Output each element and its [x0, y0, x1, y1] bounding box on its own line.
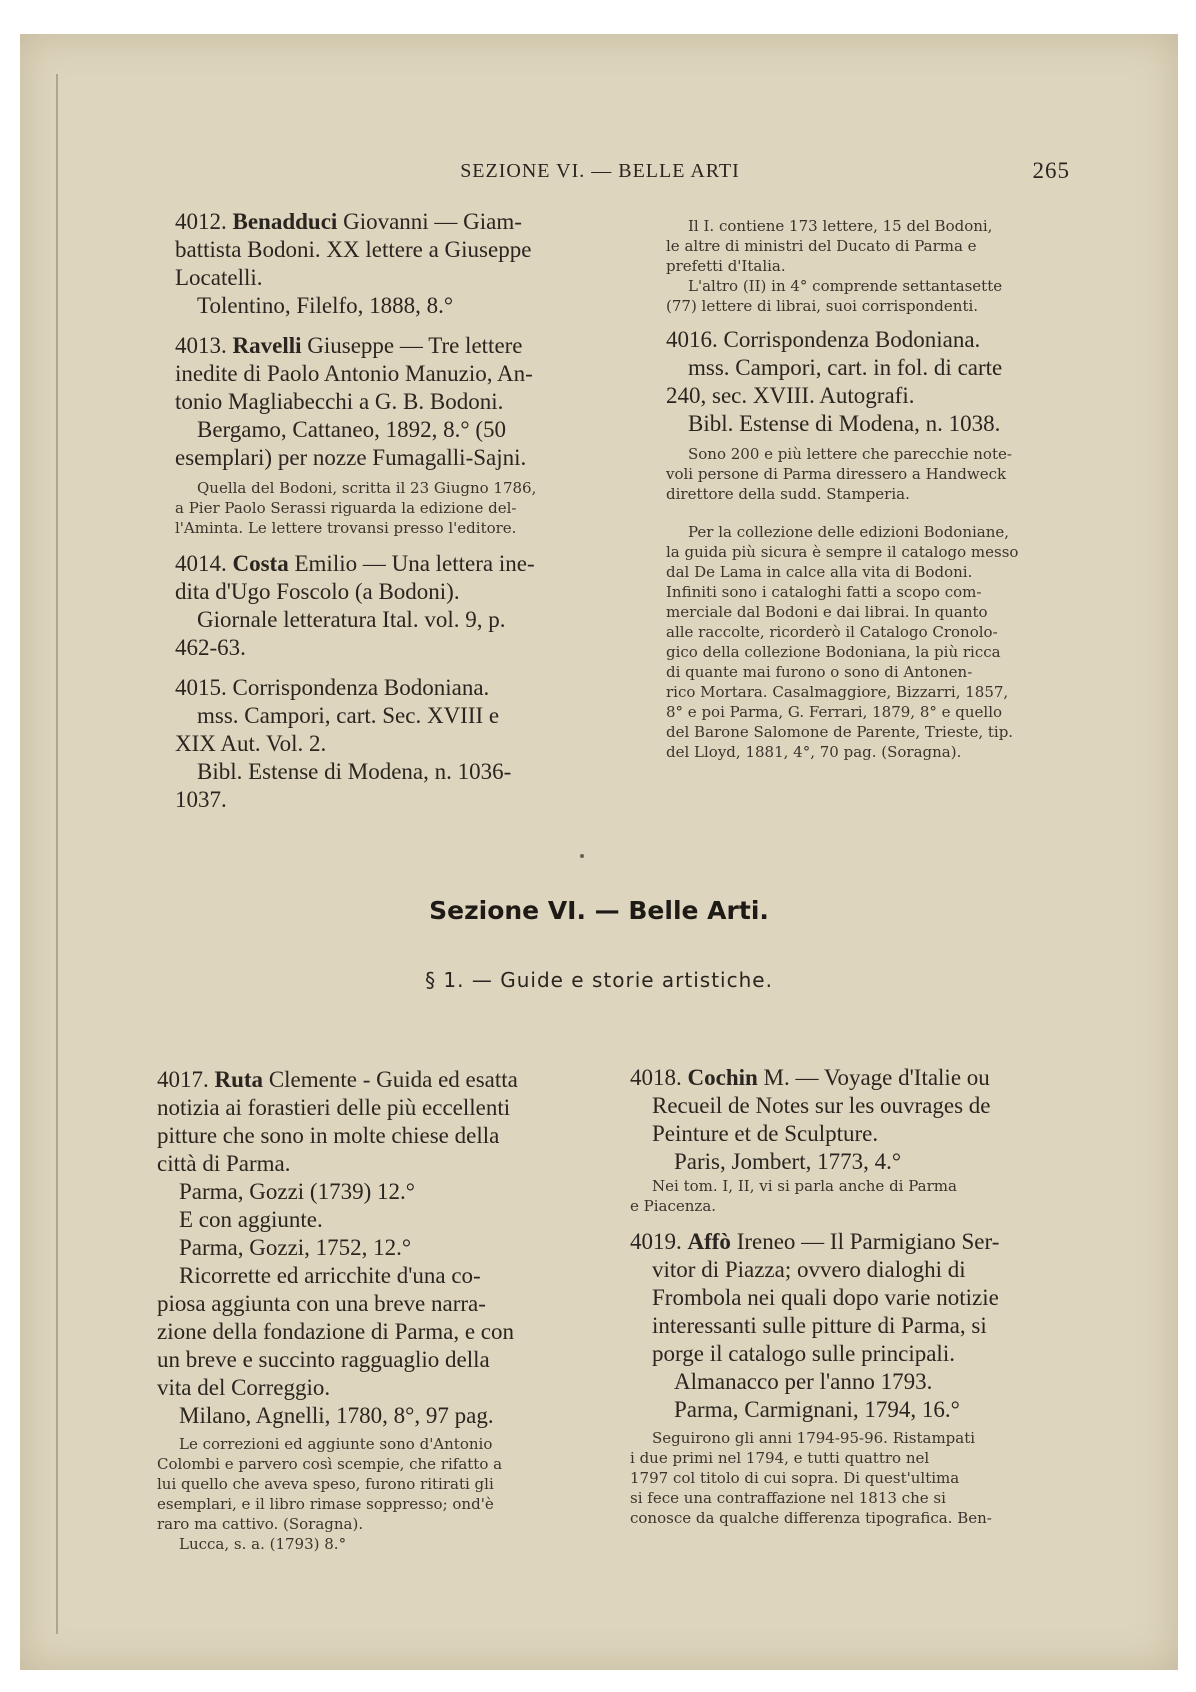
note-line: l'Aminta. Le lettere trovansi presso l'editore. [175, 519, 517, 537]
note-line: 1797 col titolo di cui sopra. Di quest'ultima [630, 1469, 960, 1487]
note-line: Le correzioni ed aggiunte sono d'Antonio [179, 1435, 493, 1453]
note-line: esemplari, e il libro rimase soppresso; ond'è [157, 1495, 494, 1513]
entry-note [630, 1428, 1062, 1528]
note-line: (77) lettere di librai, suoi corrispondenti. [666, 297, 979, 315]
entry-imprint: Tolentino, Filelfo, 1888, 8.° [197, 293, 454, 318]
remark-line: gico della collezione Bodoniana, la più ricca [666, 643, 1001, 661]
entry-author: Costa [232, 551, 289, 576]
entry-text: Ricorrette ed arricchite d'una co- [179, 1263, 481, 1288]
entry-text: un breve e succinto ragguaglio della [157, 1347, 490, 1372]
note-line: Seguirono gli anni 1794-95-96. Ristampati [652, 1429, 976, 1447]
entry-imprint: 462-63. [175, 635, 246, 660]
entry-number: 4013. [175, 333, 227, 358]
note-line: si fece una contraffazione nel 1813 che si [630, 1489, 946, 1507]
entry-imprint: Milano, Agnelli, 1780, 8°, 97 pag. [179, 1403, 494, 1428]
note-line: Sono 200 e più lettere che parecchie note- [688, 445, 1012, 463]
note-line: raro ma cattivo. (Soragna). [157, 1515, 364, 1533]
remark-line: Infiniti sono i cataloghi fatti a scopo com- [666, 583, 982, 601]
entry-text: mss. Campori, cart. Sec. XVIII e [197, 703, 500, 728]
note-line: prefetti d'Italia. [666, 257, 786, 275]
entry-text: piosa aggiunta con una breve narra- [157, 1291, 486, 1316]
entry-4016 [666, 326, 1086, 504]
note-line: conosce da qualche differenza tipografica. Ben- [630, 1509, 992, 1527]
entry-4018 [630, 1064, 1062, 1216]
remark-line: dal De Lama in calce alla vita di Bodoni. [666, 563, 973, 581]
remark-line: del Barone Salomone de Parente, Trieste, tip. [666, 723, 1014, 741]
binding-edge [56, 74, 58, 1634]
entry-text: 4015. Corrispondenza Bodoniana. [175, 675, 490, 700]
entry-text: mss. Campori, cart. in fol. di carte [688, 355, 1003, 380]
entry-text: notizia ai forastieri delle più eccellenti [157, 1095, 511, 1120]
scanned-page [20, 34, 1178, 1670]
entry-number: 4017. [157, 1067, 209, 1092]
note-line: L'altro (II) in 4° comprende settantasette [688, 277, 1003, 295]
entry-imprint: 1037. [175, 787, 227, 812]
section-subtitle: § 1. — Guide e storie artistiche. [425, 968, 773, 992]
entry-note [157, 1434, 597, 1554]
entry-text: vita del Correggio. [157, 1375, 331, 1400]
note-line: Nei tom. I, II, vi si parla anche di Parma [652, 1177, 957, 1195]
entry-text: Giuseppe — Tre lettere [307, 333, 523, 358]
note-line: Lucca, s. a. (1793) 8.° [179, 1535, 347, 1553]
entry-author: Ruta [214, 1067, 264, 1092]
running-header [170, 160, 1070, 190]
entry-text: XIX Aut. Vol. 2. [175, 731, 327, 756]
entry-4015 [175, 674, 610, 814]
entry-text: zione della fondazione di Parma, e con [157, 1319, 514, 1344]
remark-line: Per la collezione delle edizioni Bodoniane, [688, 523, 1010, 541]
entry-author: Benadduci [232, 209, 338, 234]
entry-text: battista Bodoni. XX lettere a Giuseppe [175, 237, 532, 262]
entry-4013 [175, 332, 610, 538]
entry-text: porge il catalogo sulle principali. [652, 1341, 955, 1366]
entry-imprint: Bibl. Estense di Modena, n. 1036- [197, 759, 512, 784]
entry-text: 4016. Corrispondenza Bodoniana. [666, 327, 981, 352]
right-column-top [666, 216, 1086, 762]
entry-text: E con aggiunte. [179, 1207, 323, 1232]
entry-text: Peinture et de Sculpture. [652, 1121, 879, 1146]
remark-line: del Lloyd, 1881, 4°, 70 pag. (Soragna). [666, 743, 962, 761]
note-line: voli persone di Parma diressero a Handweck [666, 465, 1007, 483]
entry-imprint: Bergamo, Cattaneo, 1892, 8.° (50 [197, 417, 506, 442]
entry-text: interessanti sulle pitture di Parma, si [652, 1313, 987, 1338]
entry-imprint: Giornale letteratura Ital. vol. 9, p. [197, 607, 506, 632]
entry-text: pitture che sono in molte chiese della [157, 1123, 500, 1148]
ink-speck [580, 854, 584, 858]
entry-author: Cochin [687, 1065, 758, 1090]
entry-imprint: Paris, Jombert, 1773, 4.° [674, 1149, 902, 1174]
note-line: Quella del Bodoni, scritta il 23 Giugno 1786, [197, 479, 537, 497]
entry-text: Locatelli. [175, 265, 263, 290]
note-line: Colombi e parvero così scempie, che rifatto a [157, 1455, 503, 1473]
header-title: SEZIONE VI. — BELLE ARTI [460, 160, 740, 182]
entry-imprint: esemplari) per nozze Fumagalli-Sajni. [175, 445, 527, 470]
entry-text: Recueil de Notes sur les ouvrages de [652, 1093, 991, 1118]
bibliographic-remark [666, 522, 1086, 762]
entry-imprint: Almanacco per l'anno 1793. [674, 1369, 933, 1394]
entry-text: Clemente - Guida ed esatta [268, 1067, 518, 1092]
entry-text: 240, sec. XVIII. Autografi. [666, 383, 915, 408]
remark-line: 8° e poi Parma, G. Ferrari, 1879, 8° e quello [666, 703, 1003, 721]
entry-text: città di Parma. [157, 1151, 291, 1176]
page-number: 265 [1032, 158, 1070, 183]
entry-text: tonio Magliabecchi a G. B. Bodoni. [175, 389, 504, 414]
entry-text: inedite di Paolo Antonio Manuzio, An- [175, 361, 533, 386]
entry-number: 4012. [175, 209, 227, 234]
note-line: direttore della sudd. Stamperia. [666, 485, 910, 503]
entry-note [666, 444, 1086, 504]
entry-text: dita d'Ugo Foscolo (a Bodoni). [175, 579, 460, 604]
remark-line: la guida più sicura è sempre il catalogo messo [666, 543, 1019, 561]
entry-imprint: Parma, Carmignani, 1794, 16.° [674, 1397, 960, 1422]
continued-note [666, 216, 1086, 316]
note-line: Il I. contiene 173 lettere, 15 del Bodoni, [688, 217, 993, 235]
entry-4019 [630, 1228, 1062, 1528]
entry-imprint: Bibl. Estense di Modena, n. 1038. [688, 411, 1001, 436]
remark-line: alle raccolte, ricorderò il Catalogo Cronolo- [666, 623, 998, 641]
entry-text: vitor di Piazza; ovvero dialoghi di [652, 1257, 966, 1282]
entry-4017 [157, 1066, 597, 1554]
entry-number: 4019. [630, 1229, 682, 1254]
entry-note [175, 478, 610, 538]
remark-line: di quante mai furono o sono di Antonen- [666, 663, 973, 681]
entry-number: 4018. [630, 1065, 682, 1090]
note-line: lui quello che aveva speso, furono ritirati gli [157, 1475, 494, 1493]
note-line: a Pier Paolo Serassi riguarda la edizione del- [175, 499, 517, 517]
entry-note [630, 1176, 1062, 1216]
entry-text: Ireneo — Il Parmigiano Ser- [736, 1229, 1000, 1254]
right-column-bottom [630, 1064, 1062, 1540]
section-title: Sezione VI. — Belle Arti. [429, 896, 769, 925]
entry-text: M. — Voyage d'Italie ou [763, 1065, 990, 1090]
entry-text: Emilio — Una lettera ine- [294, 551, 535, 576]
entry-number: 4014. [175, 551, 227, 576]
entry-author: Ravelli [232, 333, 302, 358]
entry-4014 [175, 550, 610, 662]
note-line: le altre di ministri del Ducato di Parma e [666, 237, 977, 255]
left-column-bottom [157, 1066, 597, 1566]
entry-imprint: Parma, Gozzi, 1752, 12.° [179, 1235, 412, 1260]
entry-text: Frombola nei quali dopo varie notizie [652, 1285, 999, 1310]
left-column-top [175, 208, 610, 826]
remark-line: rico Mortara. Casalmaggiore, Bizzarri, 1857, [666, 683, 1009, 701]
entry-4012 [175, 208, 610, 320]
note-line: i due primi nel 1794, e tutti quattro nel [630, 1449, 930, 1467]
remark-line: merciale dal Bodoni e dai librai. In quanto [666, 603, 988, 621]
entry-imprint: Parma, Gozzi (1739) 12.° [179, 1179, 415, 1204]
note-line: e Piacenza. [630, 1197, 717, 1215]
entry-text: Giovanni — Giam- [343, 209, 522, 234]
entry-author: Affò [687, 1229, 731, 1254]
